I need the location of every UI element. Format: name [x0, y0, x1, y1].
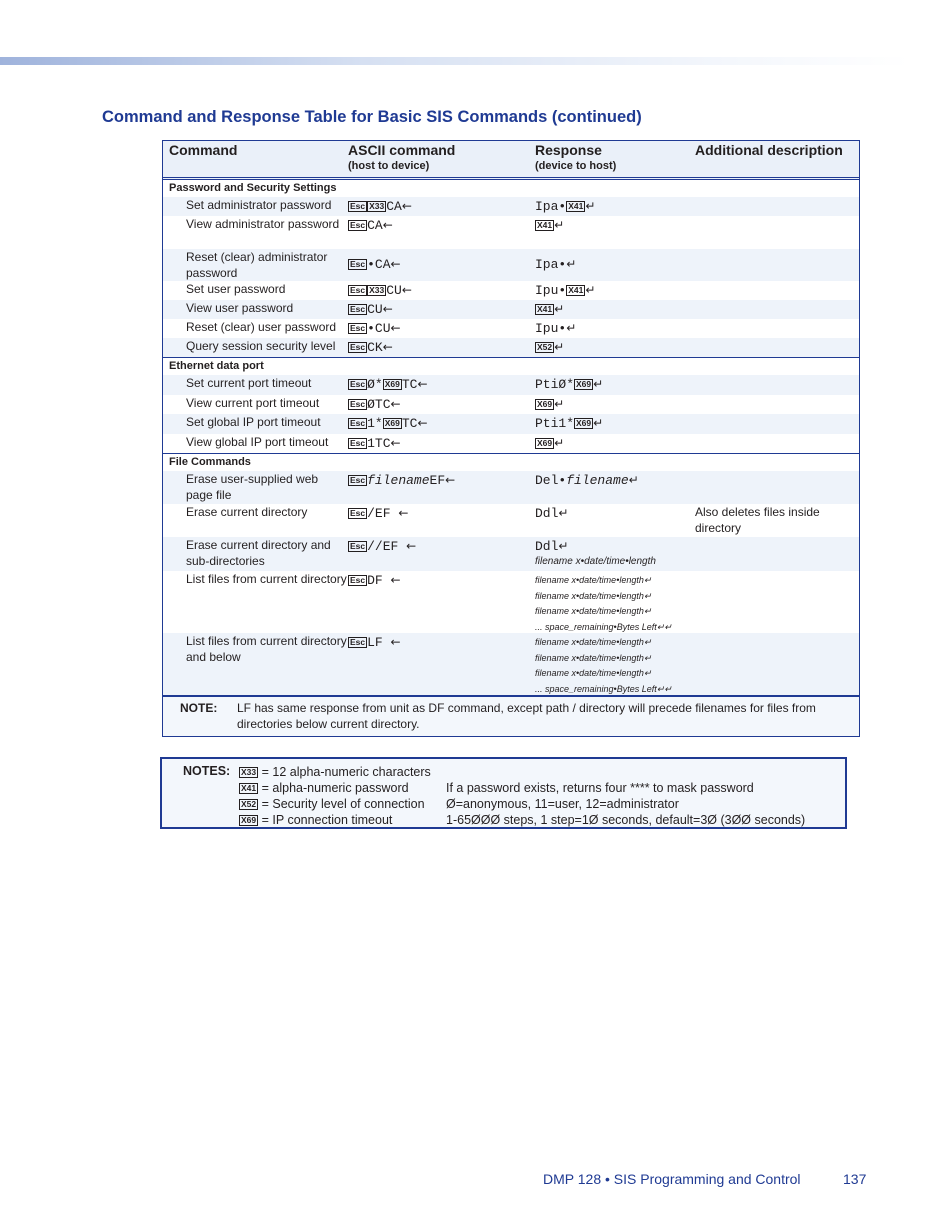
header-description: Additional description [695, 142, 843, 158]
note-text: LF has same response from unit as DF command, except path / directory will precede filenames for files from directories below current directory. [237, 701, 816, 731]
table-row: Reset (clear) administrator password Esc •CA← Ipa•↵ [163, 249, 859, 281]
table-row: Set user password Esc X33 CU← Ipu• X41 ↵ [186, 282, 596, 298]
notes-item: X69 = IP connection timeout 1-65ØØØ steps, 1 step=1Ø seconds, default=3Ø (3ØØ seconds) [241, 813, 806, 827]
table-note [163, 695, 859, 736]
table-row: View administrator password Esc CA← X41 ↵ [186, 217, 565, 233]
header-gradient-bar [0, 57, 910, 65]
page-number: 137 [843, 1171, 867, 1187]
notes-label: NOTES: [183, 764, 231, 778]
command-table [162, 140, 860, 737]
table-row: View user password Esc CU← X41 ↵ [163, 300, 859, 319]
table-row: View current port timeout Esc ØTC← X69 ↵ [186, 396, 565, 412]
table-row: Erase current directory Esc /EF ← Ddl↵ Also deletes files inside directory [186, 505, 820, 535]
table-row: Query session security level Esc CK← X52 ↵ [163, 338, 859, 357]
note-label: NOTE: [180, 701, 218, 715]
header-command: Command [169, 142, 238, 158]
notes-item: X41 = alpha-numeric password If a password exists, returns four **** to mask password [241, 781, 754, 795]
header-ascii: ASCII command (host to device) [348, 142, 456, 172]
table-header [163, 141, 859, 180]
notes-box [160, 757, 847, 829]
table-row: Reset (clear) user password Esc •CU← Ipu•↵ [186, 320, 577, 336]
table-row: List files from current directory and below Esc LF ← filename x•date/time•length↵ filename x•date/time•length↵ filename x•date/time•length↵ ... space_remaining•Bytes Left↵↵ [163, 633, 859, 695]
table-row: Erase user-supplied web page file Esc filenameEF← Del•filename↵ [163, 471, 859, 504]
section-password: Password and Security Settings [169, 182, 337, 194]
section-ethernet: Ethernet data port [163, 357, 859, 375]
table-row: Erase current directory and sub-directories Esc //EF ← Ddl↵ filename x•date/time•length [163, 537, 859, 571]
footer-title: DMP 128 • SIS Programming and Control [543, 1171, 801, 1187]
notes-item: X33 = 12 alpha-numeric characters [241, 765, 431, 779]
section-file: File Commands [163, 453, 859, 471]
header-response: Response (device to host) [535, 142, 617, 172]
table-row: Set current port timeout Esc Ø* X69 TC← PtiØ* X69 ↵ [163, 375, 859, 395]
table-row: Set global IP port timeout Esc 1* X69 TC← Pti1* X69 ↵ [163, 414, 859, 434]
table-row: Set administrator password Esc X33 CA← Ipa• X41 ↵ [163, 197, 859, 216]
notes-item: X52 = Security level of connection Ø=anonymous, 11=user, 12=administrator [241, 797, 679, 811]
table-row: View global IP port timeout Esc 1TC← X69 ↵ [186, 435, 565, 451]
page-title: Command and Response Table for Basic SIS Commands (continued) [102, 108, 642, 126]
table-row: List files from current directory Esc DF ← filename x•date/time•length↵ filename x•date/time•length↵ filename x•date/time•length↵ ... space_remaining•Bytes Left↵↵ [186, 572, 672, 632]
